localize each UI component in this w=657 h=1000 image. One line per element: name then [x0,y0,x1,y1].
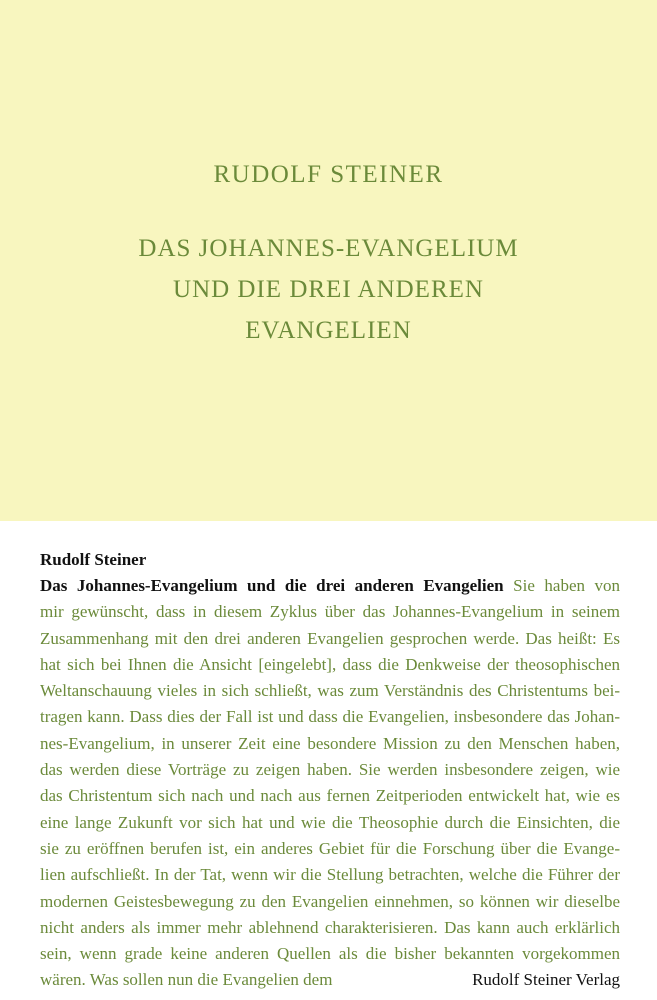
blurb-line: modernen Geistesbewegung zu den Evangelien einnehmen, so können wir dieselbe [40,891,620,911]
blurb-lines [40,599,620,967]
back-text-block [40,546,620,994]
blurb-first-line [40,573,620,599]
blurb-line: eine lange Zukunft vor sich hat und wie die Theosophie durch die Einsichten, die [40,812,620,832]
cover-title-line-1: DAS JOHANNES-EVANGELIUM [138,235,519,262]
blurb-line: Zusammenhang mit den drei anderen Evangelien gesprochen werde. Das heißt: Es [40,628,620,648]
blurb-line: nicht anders als immer mehr ablehnend charakterisieren. Das kann auch erklärlich [40,917,620,937]
blurb-line: lien aufschließt. In der Tat, wenn wir die Stellung betrachten, welche die Führer der [40,865,620,885]
blurb [40,573,620,994]
cover-title-line-2: UND DIE DREI ANDEREN [173,276,484,303]
blurb-line: das Christentum sich nach und nach aus fernen Zeitperioden entwickelt hat, wie es [40,786,620,806]
blurb-line: nes-Evangelium, in unserer Zeit eine besondere Mission zu den Menschen haben, [40,733,620,753]
blurb-last-row [40,967,620,993]
blurb-line: sie zu eröffnen berufen ist, ein anderes Gebiet für die Forschung über die Evange- [40,838,620,858]
blurb-last-line: wären. Was sollen nun die Evangelien dem [40,970,333,990]
blurb-line: tragen kann. Dass dies der Fall ist und dass die Evangelien, insbesondere das Johan- [40,707,620,727]
back-author: Rudolf Steiner [40,550,147,569]
blurb-start: Sie haben von [513,576,621,595]
blurb-line: mir gewünscht, dass in diesem Zyklus über das Johannes-Evangelium in seinem [40,602,620,622]
cover-title [0,228,657,351]
publisher: Rudolf Steiner Verlag [472,970,620,990]
blurb-line: das werden diese Vorträge zu zeigen haben. Sie werden insbesondere zeigen, wie [40,760,620,780]
blurb-line: hat sich bei Ihnen die Ansicht [eingelebt], dass die Denkweise der theosophischen [40,654,620,674]
cover-author: RUDOLF STEINER [213,161,444,188]
back-book-title: Das Johannes-Evangelium und die drei anderen Evangelien [40,576,504,595]
blurb-line: Weltanschauung vieles in sich schließt, was zum Verständnis des Christentums bei- [40,681,620,701]
cover-title-line-3: EVANGELIEN [245,317,412,344]
blurb-line: sein, wenn grade keine anderen Quellen als die bisher bekannten vorgekommen [40,944,620,964]
